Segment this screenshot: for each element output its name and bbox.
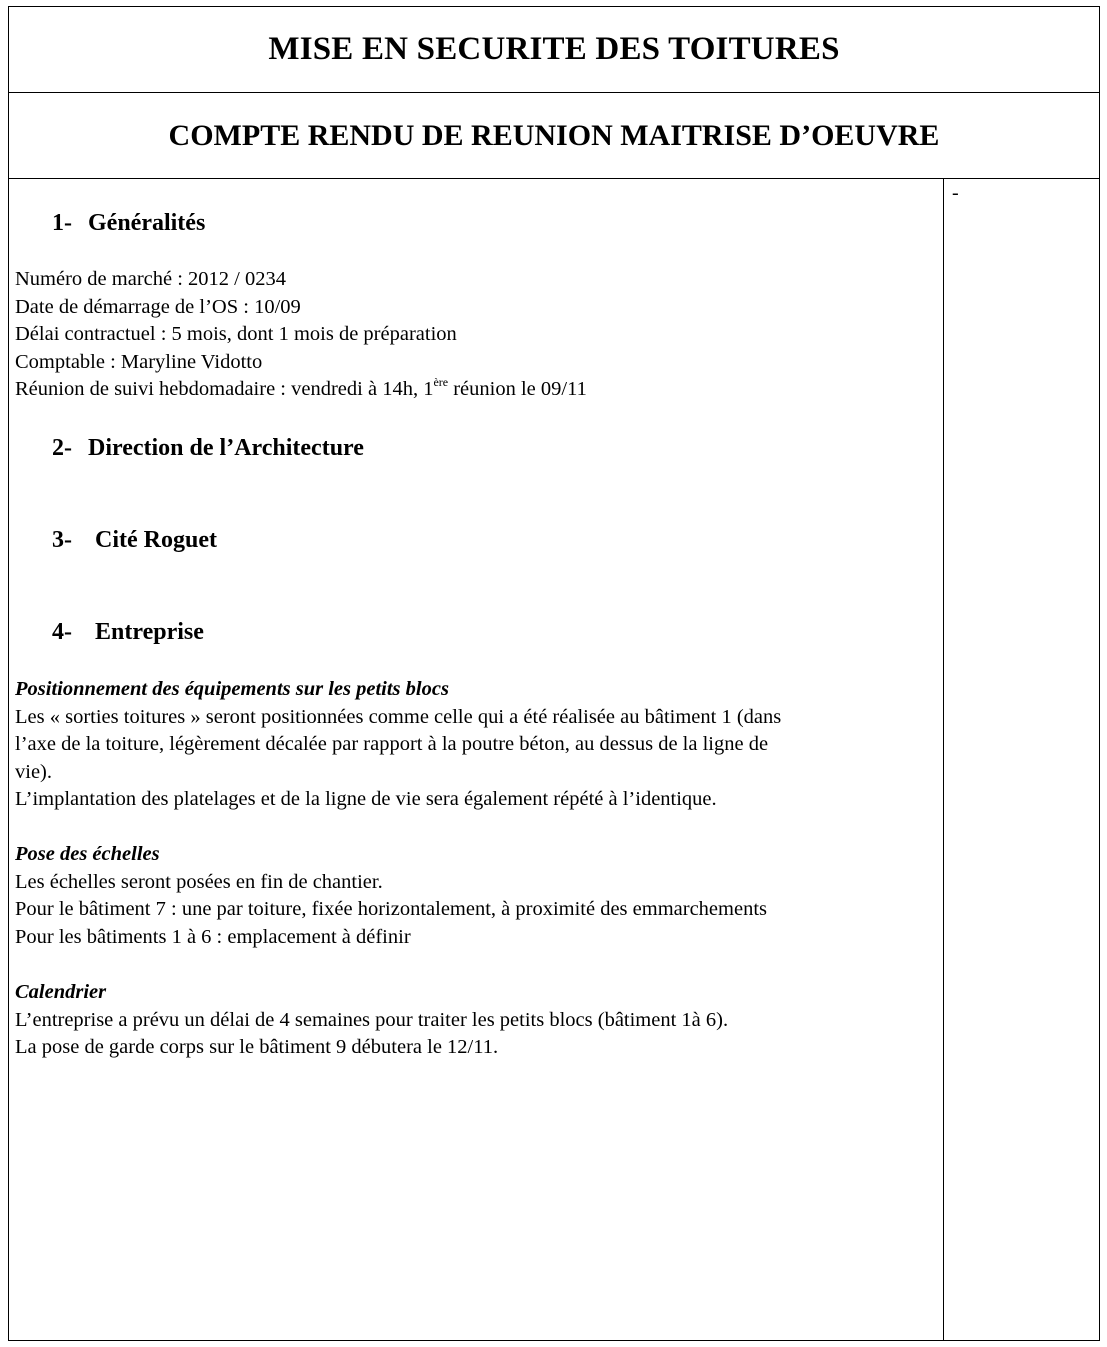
document-title: MISE EN SECURITE DES TOITURES [268,31,840,67]
echelles-line-3: Pour les bâtiments 1 à 6 : emplacement à définir [15,925,411,948]
reunion-line-prefix: Réunion de suivi hebdomadaire : vendredi à 14h, 1 [15,378,434,400]
reunion-line-suffix: réunion le 09/11 [448,378,587,400]
calendrier-line-1: L’entreprise a prévu un délai de 4 semaines pour traiter les petits blocs (bâtiment 1à 6). [15,1008,729,1031]
side-notes-cell [944,179,1099,1340]
delai-line: Délai contractuel : 5 mois, dont 1 mois de préparation [15,323,457,345]
section-heading-entreprise [52,617,204,647]
echelles-line-2: Pour le bâtiment 7 : une par toiture, fixée horizontalement, à proximité des emmarchements [15,898,767,920]
section-title: Direction de l’Architecture [88,435,364,461]
os-start-line: Date de démarrage de l’OS : 10/09 [15,295,301,318]
positionnement-line-1: Les « sorties toitures » seront positionnées comme celle qui a été réalisée au bâtiment 1 (dans [15,705,782,728]
positionnement-line-4: L’implantation des platelages et de la ligne de vie sera également répété à l’identique. [15,788,717,810]
document-frame [8,6,1100,1341]
section-number: 1- [52,210,72,236]
reunion-line [15,376,587,404]
section-title: Généralités [88,210,206,236]
section-number: 4- [52,619,72,645]
title-row [9,7,1099,93]
section-number: 2- [52,435,72,461]
section-number: 3- [52,527,72,553]
section-heading-generalites [52,208,205,238]
side-dash-mark: - [952,182,959,204]
subtitle-row [9,93,1099,179]
reunion-line-superscript: ère [433,375,449,390]
echelles-line-1: Les échelles seront posées en fin de chantier. [15,870,383,893]
comptable-line: Comptable : Maryline Vidotto [15,350,263,373]
document-subtitle: COMPTE RENDU DE REUNION MAITRISE D’OEUVRE [168,118,940,152]
positionnement-line-3: vie). [15,760,52,783]
subhead-pose-echelles: Pose des échelles [15,843,160,865]
positionnement-line-2: l’axe de la toiture, légèrement décalée par rapport à la poutre béton, au dessus de la ligne de [15,733,769,755]
section-heading-cite-roguet [52,525,217,555]
marche-number-line: Numéro de marché : 2012 / 0234 [15,268,286,290]
content-cell [9,179,944,1340]
section-title: Entreprise [95,619,204,645]
calendrier-line-2: La pose de garde corps sur le bâtiment 9 débutera le 12/11. [15,1036,499,1058]
section-heading-direction-architecture [52,433,364,463]
section-title: Cité Roguet [95,527,217,553]
subhead-calendrier: Calendrier [15,981,107,1003]
subhead-positionnement: Positionnement des équipements sur les petits blocs [15,678,449,700]
